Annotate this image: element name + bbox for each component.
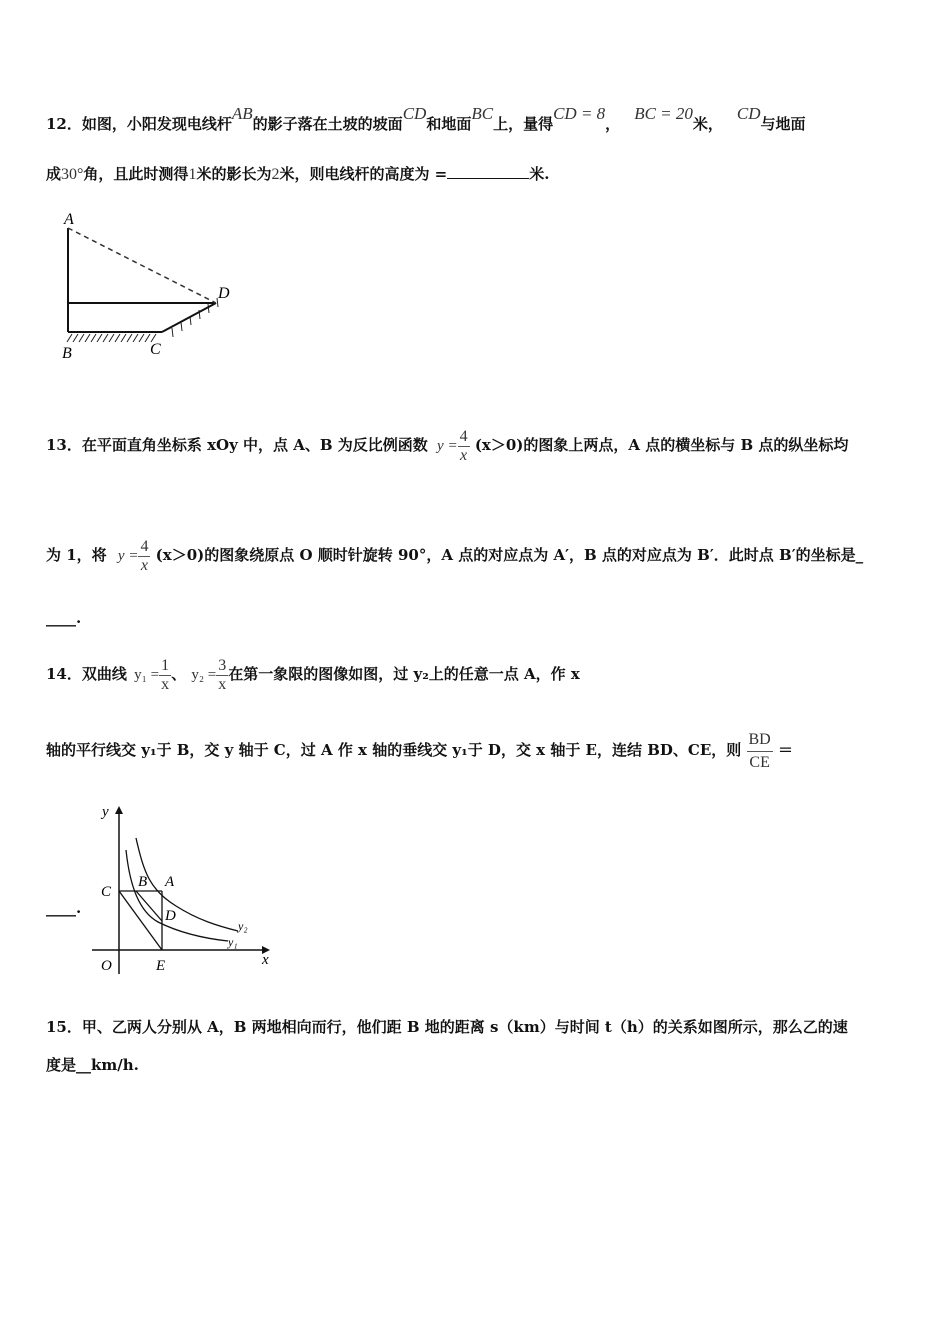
q14-label-B: B bbox=[138, 874, 148, 890]
q13-fraction bbox=[458, 428, 470, 465]
q14-label-A: A bbox=[165, 874, 175, 890]
q13-l2-a: 为 1，将 bbox=[46, 546, 107, 564]
q14-y1-den: x bbox=[161, 675, 170, 693]
q14-line-BD bbox=[136, 891, 162, 921]
q15-text-2: 度是__km/h. bbox=[46, 1056, 139, 1074]
q12-math-cd-eq: CD = 8 bbox=[553, 104, 606, 123]
q12-l2-b: 角，且此时测得 bbox=[83, 165, 189, 183]
q13-frac-num: 4 bbox=[459, 427, 468, 445]
q14-label-y: y bbox=[102, 804, 109, 820]
q12-text-3: 和地面 bbox=[426, 115, 472, 133]
q12-comma: ， bbox=[605, 115, 621, 133]
q13-l2-b: (x＞0)的图象绕原点 O 顺时针旋转 90°，A 点的对应点为 A′，B 点的对应点为 B′．此时点 B′的坐标是_ bbox=[155, 546, 864, 564]
q13-answer-blank[interactable]: ____. bbox=[46, 609, 82, 627]
q12-one: 1 bbox=[188, 166, 197, 183]
q12-angle: 30° bbox=[61, 166, 84, 183]
q13-y-eq-2: y = bbox=[117, 548, 139, 564]
q14-label-O: O bbox=[101, 958, 112, 974]
q14-label-D: D bbox=[165, 908, 176, 924]
q14-eq: ＝ bbox=[777, 741, 793, 759]
q13-line2 bbox=[46, 535, 863, 575]
q12-line1 bbox=[46, 104, 806, 134]
q12-text-6: 与地面 bbox=[760, 115, 806, 133]
q14-line3 bbox=[46, 898, 81, 918]
q14-sep: 、 bbox=[171, 665, 187, 683]
q14-bd: BD bbox=[747, 729, 773, 752]
q14-text-1: 14．双曲线 bbox=[46, 665, 127, 683]
q13-text-1: 13．在平面直角坐标系 xOy 中，点 A、B 为反比例函数 bbox=[46, 436, 428, 454]
q14-figure bbox=[88, 798, 288, 978]
q14-line1 bbox=[46, 646, 580, 702]
q13-y-eq: y = bbox=[437, 438, 458, 454]
q12-l2-e: 米. bbox=[529, 165, 550, 183]
q15-text-1: 15．甲、乙两人分别从 A，B 两地相向而行，他们距 B 地的距离 s（km）与时间 t（h）的关系如图所示，那么乙的速 bbox=[46, 1018, 848, 1036]
q15-line1 bbox=[46, 1017, 848, 1037]
q12-text-5: 米， bbox=[692, 115, 723, 133]
q12-hatch-ground bbox=[67, 298, 218, 342]
q12-l2-c: 米的影长为 bbox=[196, 165, 272, 183]
q12-label-A: A bbox=[64, 211, 74, 228]
q14-y2-eq: y₂ = bbox=[191, 667, 217, 683]
q14-y1-fraction bbox=[159, 657, 171, 694]
q14-bd-ce-fraction bbox=[747, 729, 773, 774]
q12-math-CD: CD bbox=[402, 104, 427, 123]
q13-line3 bbox=[46, 608, 81, 628]
q12-math-AB: AB bbox=[231, 104, 253, 123]
q14-label-C: C bbox=[101, 884, 112, 900]
q14-y1-num: 1 bbox=[161, 656, 170, 674]
q12-line2 bbox=[46, 164, 549, 185]
q14-l2: 轴的平行线交 y₁于 B，交 y 轴于 C，过 A 作 x 轴的垂线交 y₁于 D，交 x 轴于 E，连结 BD、CE，则 bbox=[46, 741, 742, 759]
q14-y1-eq: y₁ = bbox=[134, 667, 160, 683]
q12-label-C: C bbox=[150, 341, 161, 358]
q13-frac-den: x bbox=[460, 446, 468, 464]
q14-label-E: E bbox=[156, 958, 166, 974]
q12-math-bc-eq: BC = 20 bbox=[634, 104, 693, 123]
q12-l2-d: 米，则电线杆的高度为 = bbox=[279, 165, 448, 183]
q14-label-y2: y₂ bbox=[238, 919, 248, 933]
q13-line1 bbox=[46, 425, 848, 465]
q14-y-arrow bbox=[115, 806, 123, 814]
q14-y2-fraction bbox=[216, 657, 228, 694]
q12-two: 2 bbox=[271, 166, 280, 183]
q14-label-x: x bbox=[262, 952, 269, 968]
q12-slope-CD bbox=[162, 303, 216, 332]
q12-shadow-ray bbox=[68, 228, 216, 303]
q12-answer-blank[interactable] bbox=[447, 164, 529, 179]
q12-l2-a: 成 bbox=[46, 165, 62, 183]
q12-text-2: 的影子落在土坡的坡面 bbox=[252, 115, 403, 133]
q14-label-y1: y₁ bbox=[228, 935, 238, 949]
q14-y2-den: x bbox=[218, 675, 227, 693]
q14-curve-y1 bbox=[126, 850, 228, 941]
q14-line2 bbox=[46, 722, 793, 778]
q13-fraction-2 bbox=[138, 538, 150, 575]
q12-math-BC: BC bbox=[471, 104, 494, 123]
q14-text-2: 在第一象限的图像如图，过 y₂上的任意一点 A，作 x bbox=[228, 665, 580, 683]
q13-text-2: (x＞0)的图象上两点，A 点的横坐标与 B 点的纵坐标均 bbox=[474, 436, 849, 454]
q12-label-B: B bbox=[62, 345, 72, 362]
q14-ce: CE bbox=[749, 753, 770, 771]
q13-frac-den-2: x bbox=[140, 556, 148, 574]
q12-text-4: 上，量得 bbox=[493, 115, 554, 133]
q12-figure bbox=[50, 208, 250, 368]
q13-frac-num-2: 4 bbox=[140, 537, 149, 555]
q12-label-D: D bbox=[218, 285, 230, 302]
q14-answer-blank[interactable]: ____. bbox=[46, 899, 82, 917]
q15-line2 bbox=[46, 1055, 139, 1075]
q14-y2-num: 3 bbox=[218, 656, 227, 674]
q12-math-CD2: CD bbox=[736, 104, 761, 123]
q12-text-1: 12．如图，小阳发现电线杆 bbox=[46, 115, 232, 133]
